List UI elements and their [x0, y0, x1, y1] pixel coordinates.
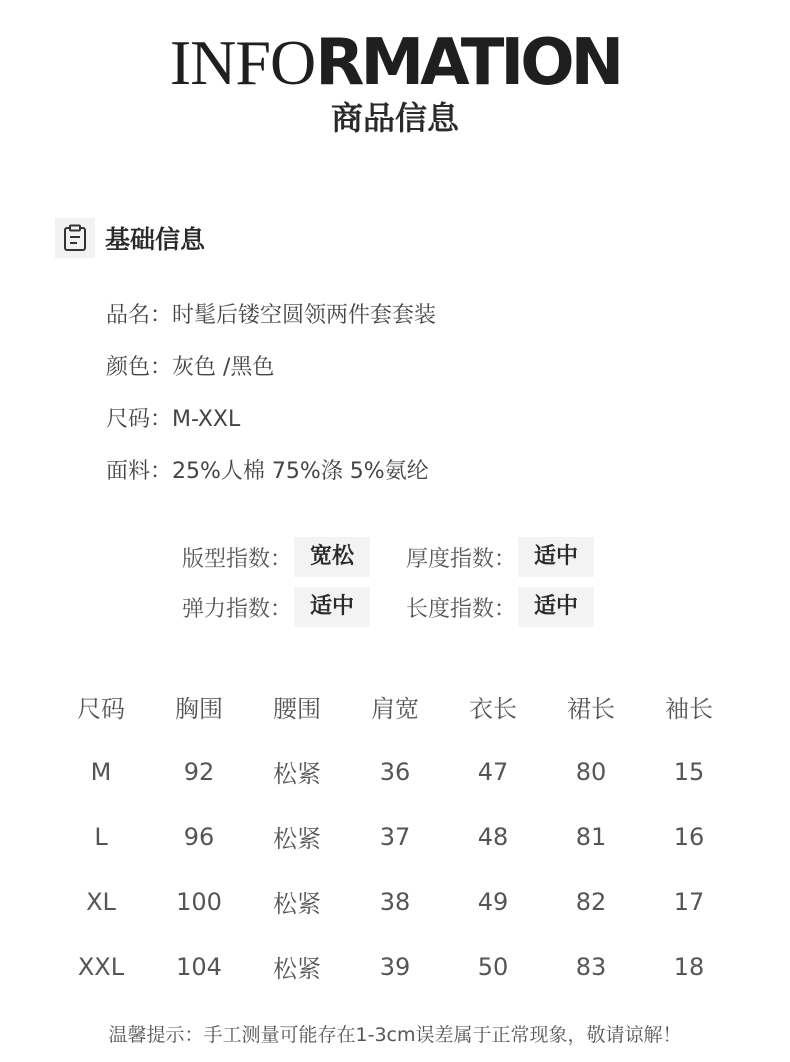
info-row-fabric [106, 452, 436, 504]
page-title-light: INFO [169, 27, 316, 98]
index-item-length [406, 587, 630, 627]
table-cell: 80 [575, 757, 607, 786]
table-cell: 104 [176, 952, 222, 981]
info-value: 灰色 /黑色 [172, 355, 275, 380]
section-header [55, 218, 205, 258]
index-value: 适中 [518, 587, 594, 627]
table-header-cell: 衣长 [469, 695, 517, 723]
table-cell: 39 [379, 952, 411, 981]
table-cell: L [94, 822, 108, 851]
table-header-cell: 袖长 [665, 695, 713, 723]
page-subtitle: 商品信息 [330, 99, 459, 137]
table-cell: 松紧 [273, 890, 321, 918]
table-cell: M [90, 757, 112, 786]
info-label: 尺码： [106, 407, 173, 432]
index-label: 版型指数： [182, 546, 293, 572]
table-header-cell: 腰围 [273, 695, 321, 723]
table-cell: 松紧 [273, 760, 321, 788]
table-cell: XL [86, 887, 116, 916]
index-item-elasticity [182, 587, 406, 627]
info-list [106, 296, 436, 504]
table-header-cell: 胸围 [175, 695, 223, 723]
table-header-cell: 肩宽 [371, 695, 419, 723]
info-value: 时髦后镂空圆领两件套套装 [172, 303, 437, 328]
index-label: 厚度指数： [406, 546, 517, 572]
table-cell: 83 [575, 952, 607, 981]
table-cell: 82 [575, 887, 607, 916]
clipboard-icon [55, 218, 95, 258]
index-label: 长度指数： [406, 596, 517, 622]
info-label: 颜色： [106, 355, 173, 380]
table-cell: 47 [477, 757, 509, 786]
table-cell: 92 [183, 757, 215, 786]
table-cell: 15 [673, 757, 705, 786]
section-title: 基础信息 [105, 225, 206, 254]
size-table [52, 674, 738, 999]
table-cell: XXL [77, 952, 125, 981]
index-grid [182, 532, 630, 632]
table-cell: 17 [673, 887, 705, 916]
info-label: 品名： [106, 303, 173, 328]
table-cell: 49 [477, 887, 509, 916]
table-row [52, 804, 738, 869]
info-row-size [106, 400, 436, 452]
page-title-bold: RMATION [315, 26, 621, 100]
index-item-thickness [406, 537, 630, 577]
table-header-cell: 尺码 [77, 695, 125, 723]
table-cell: 81 [575, 822, 607, 851]
index-row [182, 582, 630, 632]
info-row-name [106, 296, 436, 348]
table-row [52, 869, 738, 934]
table-cell: 松紧 [273, 825, 321, 853]
info-label: 面料： [106, 459, 173, 484]
table-cell: 50 [477, 952, 509, 981]
table-cell: 16 [673, 822, 705, 851]
info-value: M-XXL [172, 407, 241, 432]
index-value: 适中 [518, 537, 594, 577]
info-value: 25%人棉 75%涤 5%氨纶 [172, 459, 429, 484]
table-cell: 36 [379, 757, 411, 786]
table-cell: 18 [673, 952, 705, 981]
table-cell: 松紧 [273, 955, 321, 983]
table-cell: 38 [379, 887, 411, 916]
table-cell: 96 [183, 822, 215, 851]
info-row-color [106, 348, 436, 400]
table-cell: 48 [477, 822, 509, 851]
footer-note: 温馨提示：手工测量可能存在1-3cm误差属于正常现象，敬请谅解！ [108, 1024, 682, 1046]
page-title [0, 28, 790, 98]
table-cell: 100 [176, 887, 222, 916]
index-value: 适中 [294, 587, 370, 627]
table-cell: 37 [379, 822, 411, 851]
table-row [52, 934, 738, 999]
table-header-cell: 裙长 [567, 695, 615, 723]
size-table-header [52, 674, 738, 739]
index-value: 宽松 [294, 537, 370, 577]
table-row [52, 739, 738, 804]
index-row [182, 532, 630, 582]
index-item-fit [182, 537, 406, 577]
index-label: 弹力指数： [182, 596, 293, 622]
